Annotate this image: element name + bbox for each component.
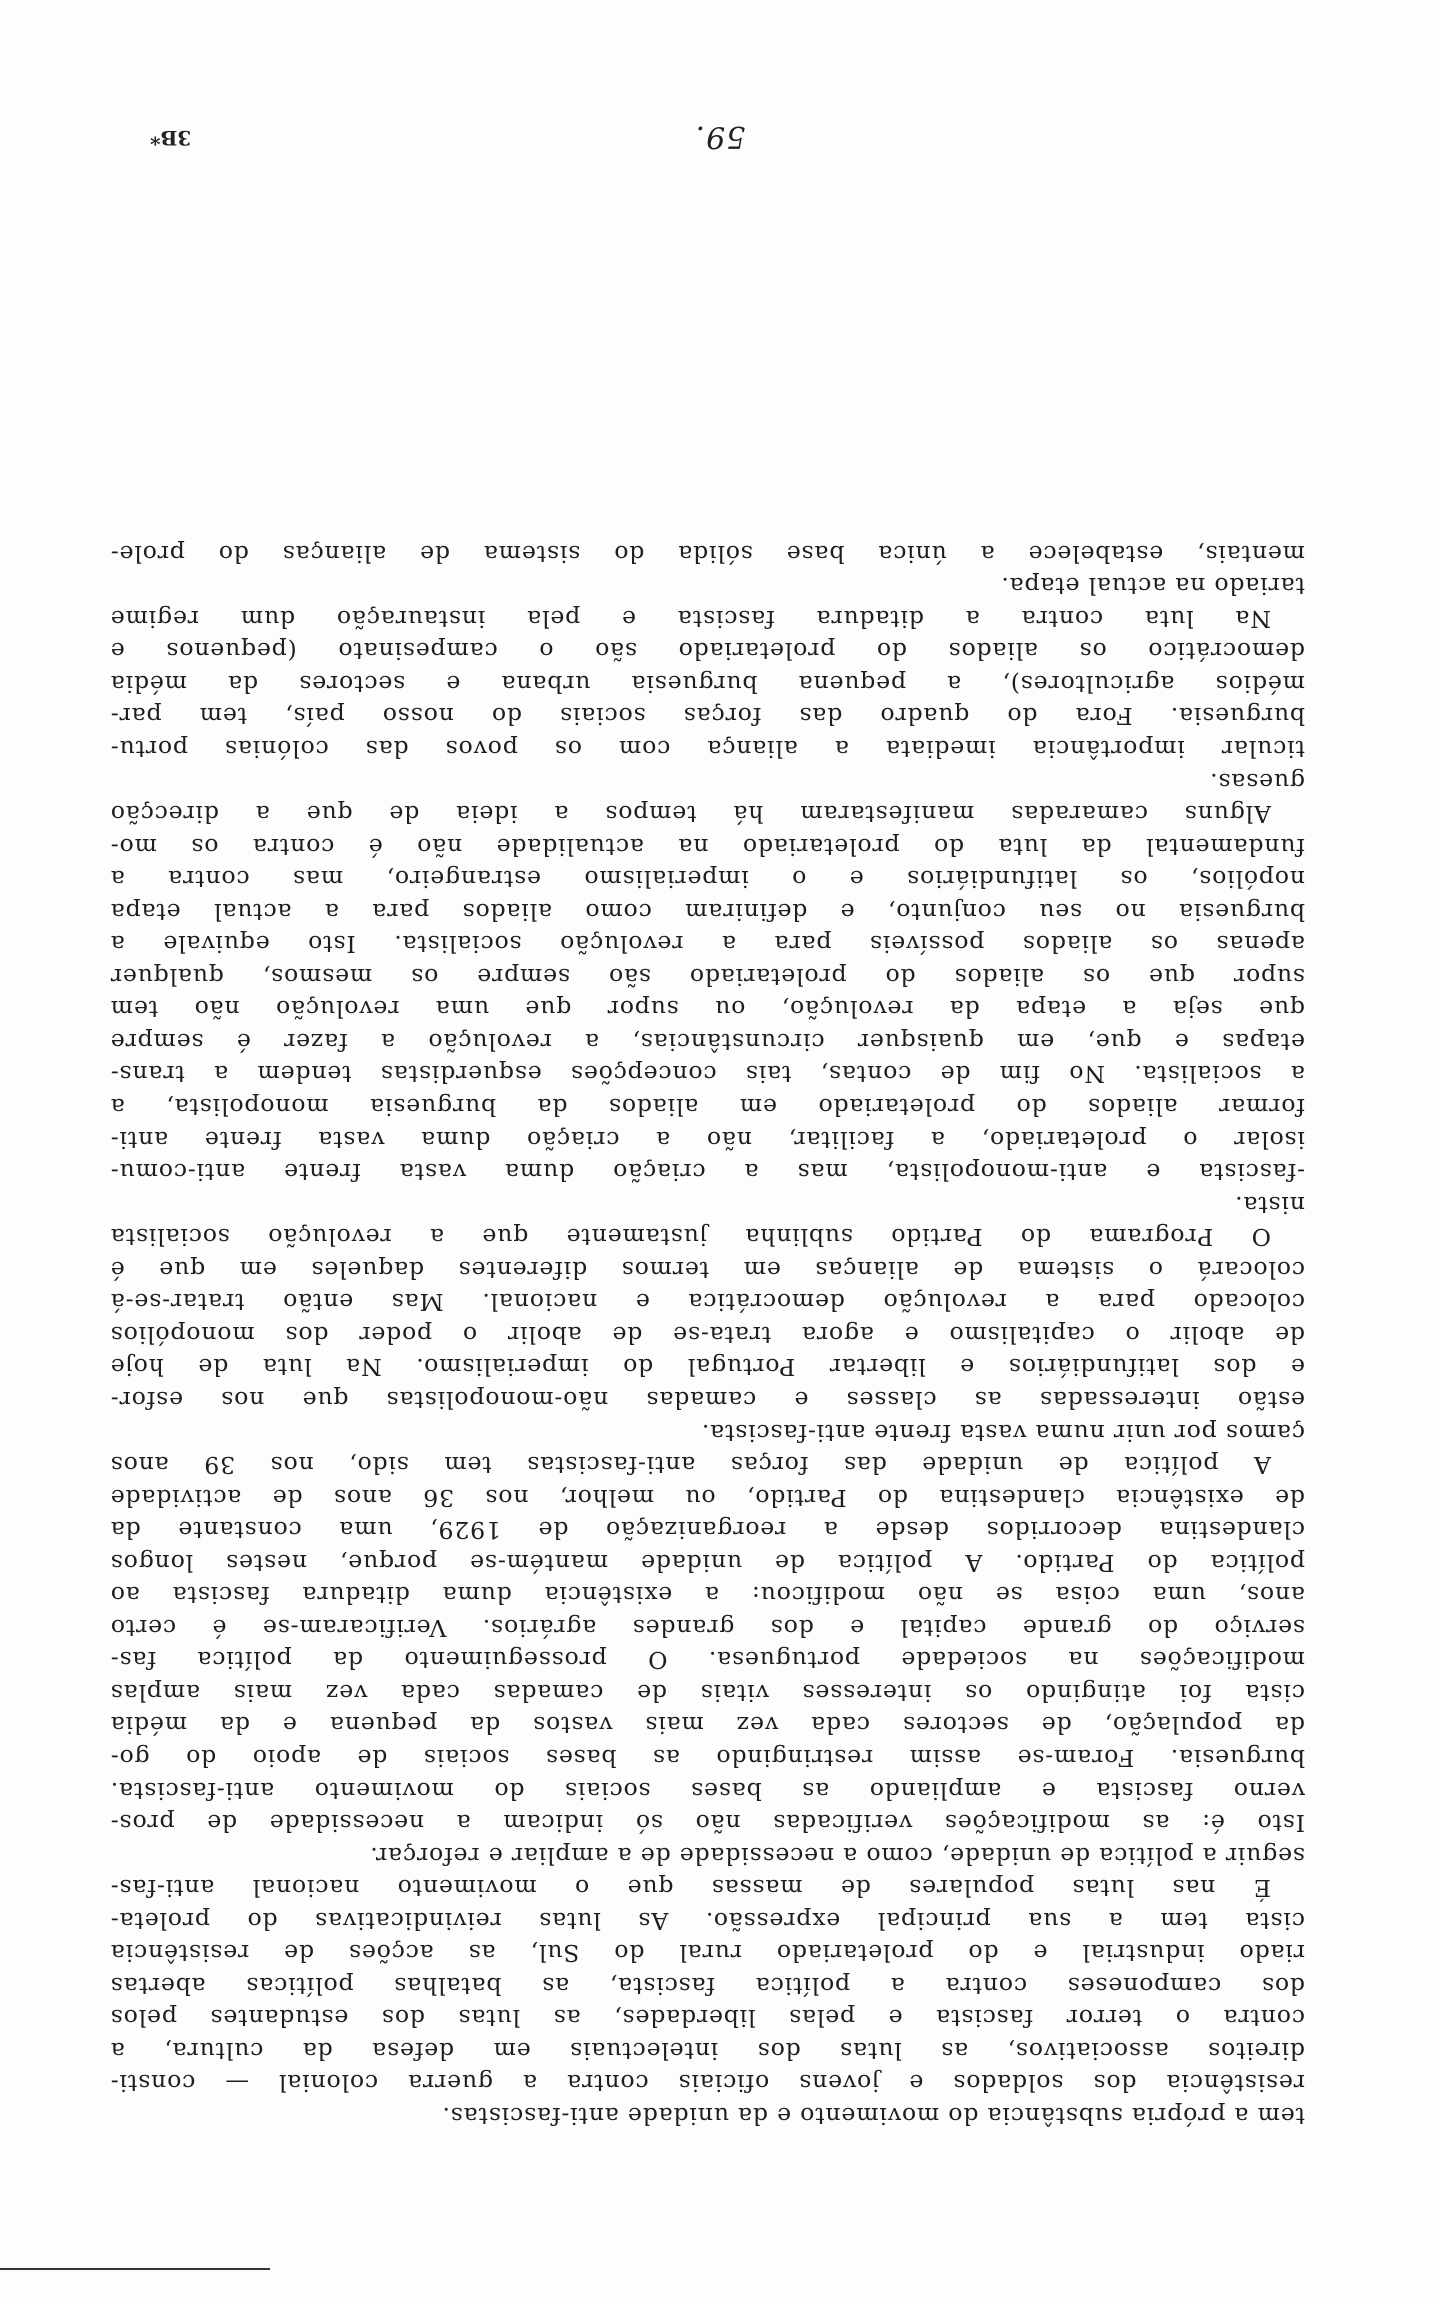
text-line: É nas lutas populares de massas que o movimento nacional anti-fas-: [110, 1874, 1271, 1903]
text-line: nista.: [1234, 1190, 1305, 1219]
text-line: seguir a política de unidade, como a necessidade de a ampliar e reforçar.: [369, 1841, 1305, 1870]
text-line: direitos associativos, as lutas dos intelectuais em defesa da cultura, a: [110, 2036, 1305, 2065]
text-line: de abolir o capitalismo e agora trata-se de abolir o poder dos monopólios: [110, 1320, 1305, 1349]
text-line: estão interessadas as classes e camadas não-monopolistas que nos esfor-: [110, 1385, 1305, 1414]
text-line: riado industrial e do proletariado rural do Sul, as acções de resistência: [110, 1939, 1305, 1968]
printer-signature-mark: 3B*: [150, 126, 192, 150]
text-line: supor que os aliados do proletariado são sempre os mesmos, qualquer: [110, 962, 1305, 991]
text-line: isolar o proletariado, a facilitar, não a criação duma vasta frente anti-: [110, 1125, 1305, 1154]
text-line: colocará o sistema de alianças em termos diferentes daqueles em que é: [110, 1255, 1305, 1284]
footnote-rule: [0, 2268, 270, 2270]
text-line: política do Partido. A política de unidade mantém-se porque, nestes longos: [110, 1548, 1305, 1577]
page-number: 59.: [694, 119, 746, 154]
text-line: serviço do grande capital e dos grandes agrários. Verificaram-se é certo: [110, 1613, 1305, 1642]
text-line: etapas e que, em quaisquer circunstâncias, a revolução a fazer é sempre: [110, 1027, 1305, 1056]
text-line: resistência dos soldados e jovens oficiais contra a guerra colonial — consti-: [110, 2069, 1305, 2098]
text-line: que seja a etapa da revolução, ou supor que uma revolução não tem: [110, 995, 1305, 1024]
text-line: médios agricultores), a pequena burguesia urbana e sectores da média: [110, 669, 1305, 698]
text-line: e dos latifundiários e libertar Portugal do imperialismo. Na luta de hoje: [110, 1353, 1305, 1382]
text-line: ticular importância imediata a aliança com os povos das colónias portu-: [110, 735, 1305, 764]
text-line: clandestina decorridos desde a reorganização de 1929, uma constante da: [110, 1516, 1305, 1545]
text-line: colocado para a revolução democrática e nacional. Mas então tratar-se-á: [110, 1288, 1305, 1317]
text-line: çamos por unir numa vasta frente anti-fascista.: [701, 1418, 1305, 1447]
text-line: modificações na sociedade portuguesa. O prosseguimento da política fas-: [110, 1646, 1305, 1675]
body-text: [110, 537, 1305, 2132]
text-line: Na luta contra a ditadura fascista e pela instauração dum regime: [110, 604, 1271, 633]
text-line: de existência clandestina do Partido, ou melhor, nos 36 anos de actividade: [110, 1483, 1305, 1512]
text-line: verno fascista e ampliando as bases sociais do movimento anti-fascista.: [110, 1776, 1305, 1805]
text-line: Alguns camaradas manifestaram há tempos a ideia de que a direcção: [110, 800, 1271, 829]
text-line: cista tem a sua principal expressão. As lutas reivindicativas do proleta-: [110, 1906, 1305, 1935]
text-line: guesas.: [1209, 767, 1305, 796]
text-line: da população, de sectores cada vez mais vastos da pequena e da média: [110, 1711, 1305, 1740]
text-line: a socialista. No fim de contas, tais concepções esquerdistas tendem a trans-: [110, 1060, 1305, 1089]
text-line: contra o terror fascista e pelas liberdades, as lutas dos estudantes pelos: [110, 2004, 1305, 2033]
text-line: burguesia. Fora do quadro das forças sociais do nosso país, tem par-: [110, 702, 1305, 731]
text-line: Isto é: as modificações verificadas não só indicam a necessidade de pros-: [110, 1809, 1305, 1838]
text-line: nopólios, os latifundiários e o imperialismo estrangeiro, mas contra a: [110, 865, 1305, 894]
text-line: -fascista e anti-monopolista, mas a criação duma vasta frente anti-comu-: [110, 1158, 1305, 1187]
text-line: burguesia no seu conjunto, e definiram como aliados para a actual etapa: [110, 897, 1305, 926]
text-line: O Programa do Partido sublinha justamente que a revolução socialista: [110, 1223, 1271, 1252]
text-line: apenas os aliados possíveis para a revolução socialista. Isto equivale a: [110, 930, 1305, 959]
text-line: tariado na actual etapa.: [1000, 572, 1305, 601]
text-line: dos camponeses contra a política fascista, as batalhas políticas abertas: [110, 1971, 1305, 2000]
text-line: democrático os aliados do proletariado são o campesinato (pequenos e: [110, 637, 1305, 666]
text-line: A política de unidade das forças anti-fascistas tem sido, nos 39 anos: [110, 1451, 1271, 1480]
page-header: [150, 114, 1290, 154]
text-line: tem a própria substância do movimento e da unidade anti-fascistas.: [441, 2102, 1305, 2130]
text-line: burguesia. Foram-se assim restringindo as bases sociais de apoio do go-: [110, 1743, 1305, 1772]
text-line: cista foi atingindo os interesses vitais de camadas cada vez mais amplas: [110, 1678, 1305, 1707]
text-line: formar aliados do proletariado em aliados da burguesia monopolista, a: [110, 1093, 1305, 1122]
text-line: anos, uma coisa se não modificou: a existência duma ditadura fascista ao: [110, 1581, 1305, 1610]
text-line: fundamental da luta do proletariado na actualidade não é contra os mo-: [110, 832, 1305, 861]
text-line: mentais, estabelece a única base sólida do sistema de alianças do prole-: [110, 539, 1305, 568]
